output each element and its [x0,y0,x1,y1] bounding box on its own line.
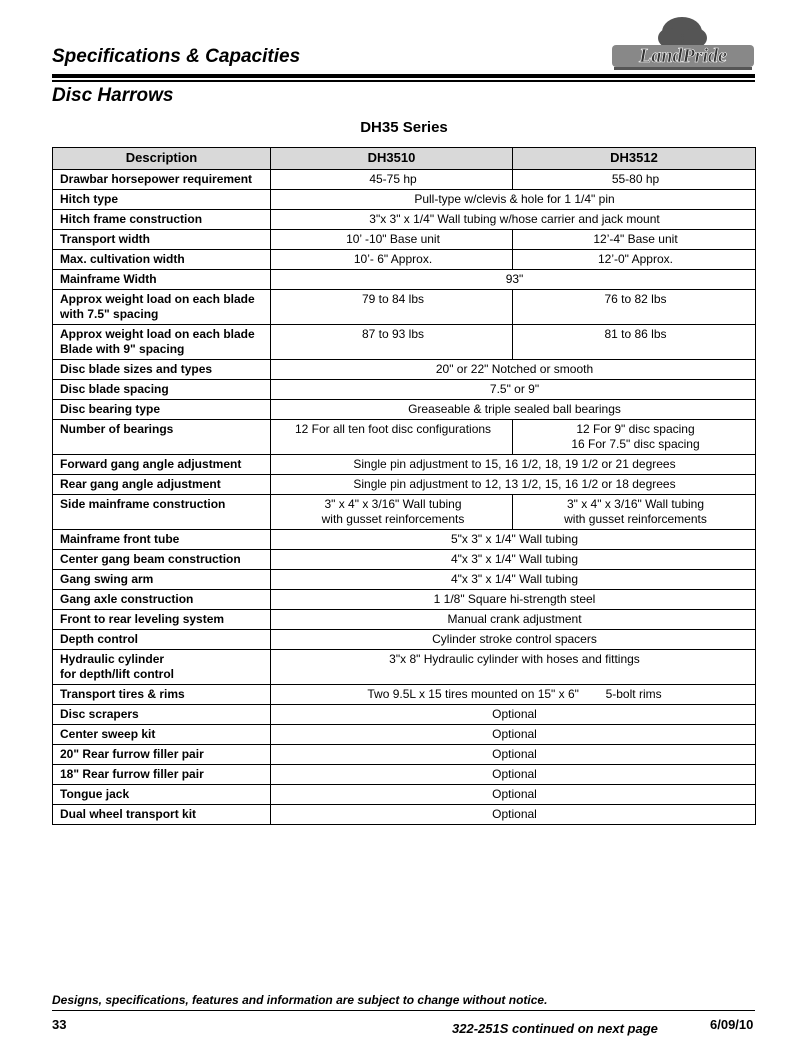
row-value-both [271,745,756,765]
row-value-both [271,590,756,610]
row-value-both-line: Optional [492,767,537,781]
row-description-line: Hydraulic cylinder [60,652,165,666]
landpride-logo [610,14,756,74]
row-description-line: Forward gang angle adjustment [60,457,242,471]
series-title: DH35 Series [360,119,448,136]
row-value-both [271,475,756,495]
table-row [53,550,756,570]
row-value-dh3510 [271,230,513,250]
row-description-line: Tongue jack [60,787,130,801]
row-value-both-line: 3"x 3" x 1/4" Wall tubing w/hose carrier and jack mount [369,212,660,226]
table-row [53,360,756,380]
row-description-line: Disc blade spacing [60,382,169,396]
row-value-both-line: Optional [492,747,537,761]
table-row [53,290,756,325]
row-description-line: Blade with 9" spacing [60,342,185,356]
table-row [53,650,756,685]
row-value-both [271,550,756,570]
table-row [53,570,756,590]
table-row [53,725,756,745]
row-description-line: Center sweep kit [60,727,156,741]
row-value-both [271,455,756,475]
row-value-dh3512-line: 12 For 9" disc spacing [576,422,695,436]
doc-number: 322-251S continued on next page [452,1021,658,1036]
row-value-dh3510-line: 10’ -10" Base unit [346,232,440,246]
row-description-line: Drawbar horsepower requirement [60,172,253,186]
row-value-dh3512 [513,230,756,250]
doc-date: 6/09/10 [710,1017,754,1032]
table-row [53,590,756,610]
row-value-both-line: 5"x 3" x 1/4" Wall tubing [450,532,579,546]
row-description [53,360,271,380]
row-value-both-line: Pull-type w/clevis & hole for 1 1/4" pin [414,192,615,206]
row-value-both-line: Single pin adjustment to 12, 13 1/2, 15, 16 1/2 or 18 degrees [353,477,676,491]
row-description-line: Gang axle construction [60,592,194,606]
row-value-dh3512 [513,170,756,190]
row-value-dh3512-line: 76 to 82 lbs [604,292,667,306]
page-number: 33 [52,1017,67,1032]
row-value-dh3512 [513,420,756,455]
table-row [53,420,756,455]
row-value-both [271,805,756,825]
row-value-dh3510-line: with gusset reinforcements [321,512,465,526]
row-description-line: Approx weight load on each blade [60,292,255,306]
row-description [53,685,271,705]
row-description [53,190,271,210]
table-row [53,325,756,360]
row-value-dh3512-line: 16 For 7.5" disc spacing [571,437,700,451]
row-value-both [271,380,756,400]
row-value-both-line: 4"x 3" x 1/4" Wall tubing [450,572,579,586]
row-description [53,650,271,685]
row-value-both [271,360,756,380]
row-value-both [271,765,756,785]
row-description-line: Disc bearing type [60,402,161,416]
row-value-dh3510 [271,325,513,360]
row-description [53,630,271,650]
row-value-both [271,630,756,650]
row-description-line: Disc blade sizes and types [60,362,213,376]
row-description-line: with 7.5" spacing [60,307,159,321]
row-description-line: Disc scrapers [60,707,139,721]
row-description-line: Rear gang angle adjustment [60,477,221,491]
row-value-both-line: Two 9.5L x 15 tires mounted on 15" x 6" 5-bolt rims [367,687,662,701]
row-description [53,270,271,290]
row-description [53,705,271,725]
table-row [53,785,756,805]
row-value-dh3510-line: 12 For all ten foot disc configurations [294,422,492,436]
row-value-dh3510-line: 79 to 84 lbs [361,292,425,306]
row-description [53,530,271,550]
logo-text: LandPride [639,45,727,67]
row-value-both [271,725,756,745]
row-description-line: Dual wheel transport kit [60,807,197,821]
row-value-dh3510-line: 87 to 93 lbs [361,327,425,341]
row-value-dh3512-line: 3" x 4" x 3/16" Wall tubing [566,497,705,511]
table-row [53,805,756,825]
table-row [53,685,756,705]
row-description [53,380,271,400]
row-description [53,765,271,785]
row-description-line: Front to rear leveling system [60,612,225,626]
row-value-both [271,190,756,210]
table-row [53,270,756,290]
table-row [53,170,756,190]
row-value-dh3512-line: 12’-0" Approx. [598,252,673,266]
disclaimer: Designs, specifications, features and information are subject to change without notice. [52,993,548,1007]
row-value-both [271,530,756,550]
row-value-dh3510 [271,250,513,270]
row-description [53,550,271,570]
row-description [53,495,271,530]
table-row [53,630,756,650]
row-description-line: Mainframe Width [60,272,157,286]
row-value-dh3512 [513,250,756,270]
row-description-line: Hitch frame construction [60,212,203,226]
row-description-line: 18" Rear furrow filler pair [60,767,204,781]
row-value-both-line: 4"x 3" x 1/4" Wall tubing [450,552,579,566]
row-description-line: for depth/lift control [60,667,174,681]
row-value-both-line: Manual crank adjustment [447,612,582,626]
row-description [53,475,271,495]
table-row [53,210,756,230]
row-value-both-line: 20" or 22" Notched or smooth [435,362,594,376]
row-value-both-line: Optional [492,807,537,821]
row-value-dh3510-line: 10’- 6" Approx. [353,252,433,266]
row-description [53,725,271,745]
row-description [53,250,271,270]
row-value-dh3510-line: 3" x 4" x 3/16" Wall tubing [324,497,462,511]
row-value-dh3512-line: 55-80 hp [611,172,660,186]
row-description [53,325,271,360]
row-value-both [271,610,756,630]
row-value-dh3510 [271,170,513,190]
row-description [53,210,271,230]
row-value-both-line: Optional [492,707,537,721]
row-value-dh3512-line: with gusset reinforcements [564,512,707,526]
row-value-dh3512-line: 81 to 86 lbs [604,327,667,341]
row-description-line: Transport tires & rims [60,687,185,701]
table-row [53,230,756,250]
row-value-dh3512 [513,495,756,530]
row-value-dh3512-line: 12’-4" Base unit [593,232,678,246]
table-row [53,400,756,420]
page-section-title: Specifications & Capacities [52,46,301,67]
row-description [53,230,271,250]
row-value-dh3510 [271,420,513,455]
row-value-both [271,650,756,685]
header-dh3512: DH3512 [513,148,756,170]
row-value-dh3510 [271,290,513,325]
row-value-both [271,685,756,705]
table-row [53,190,756,210]
row-description-line: Max. cultivation width [60,252,185,266]
table-row [53,455,756,475]
row-value-both-line: Greaseable & triple sealed ball bearings [408,402,621,416]
row-value-both-line: 1 1/8" Square hi-strength steel [433,592,596,606]
row-description-line: Number of bearings [60,422,174,436]
row-description-line: Transport width [60,232,150,246]
row-description [53,570,271,590]
row-value-dh3512 [513,290,756,325]
row-value-both [271,570,756,590]
row-value-both-line: Single pin adjustment to 15, 16 1/2, 18, 19 1/2 or 21 degrees [353,457,676,471]
row-description-line: Hitch type [60,192,119,206]
page-subtitle: Disc Harrows [52,85,174,106]
row-description [53,745,271,765]
table-row [53,380,756,400]
row-description [53,420,271,455]
row-description-line: Gang swing arm [60,572,154,586]
row-value-both-line: Cylinder stroke control spacers [432,632,597,646]
header-dh3510: DH3510 [271,148,513,170]
row-description [53,400,271,420]
row-description [53,610,271,630]
row-description [53,805,271,825]
table-row [53,530,756,550]
row-description-line: 20" Rear furrow filler pair [60,747,204,761]
row-value-dh3510 [271,495,513,530]
row-description-line: Side mainframe construction [60,497,226,511]
row-value-both-line: 93" [505,272,524,286]
table-row [53,765,756,785]
row-description [53,455,271,475]
row-value-both-line: 3"x 8" Hydraulic cylinder with hoses and fittings [389,652,640,666]
row-description-line: Mainframe front tube [60,532,180,546]
row-description [53,170,271,190]
footer-rule [52,1010,755,1011]
row-value-both [271,400,756,420]
table-row [53,475,756,495]
row-description-line: Center gang beam construction [60,552,241,566]
header-rule-thick [52,74,755,78]
row-description-line: Approx weight load on each blade [60,327,255,341]
table-row [53,250,756,270]
row-value-both [271,270,756,290]
row-description-line: Depth control [60,632,138,646]
row-value-both [271,785,756,805]
header-description: Description [53,148,271,170]
spec-table [52,147,756,825]
table-header-row [53,148,756,170]
row-value-both [271,210,756,230]
table-row [53,745,756,765]
table-row [53,495,756,530]
row-description [53,290,271,325]
row-value-both-line: Optional [492,727,537,741]
header-rule-thin [52,80,755,82]
row-value-dh3510-line: 45-75 hp [369,172,417,186]
row-description [53,590,271,610]
table-row [53,610,756,630]
row-value-both-line: Optional [492,787,537,801]
row-description [53,785,271,805]
table-row [53,705,756,725]
row-value-dh3512 [513,325,756,360]
row-value-both-line: 7.5" or 9" [489,382,540,396]
row-value-both [271,705,756,725]
